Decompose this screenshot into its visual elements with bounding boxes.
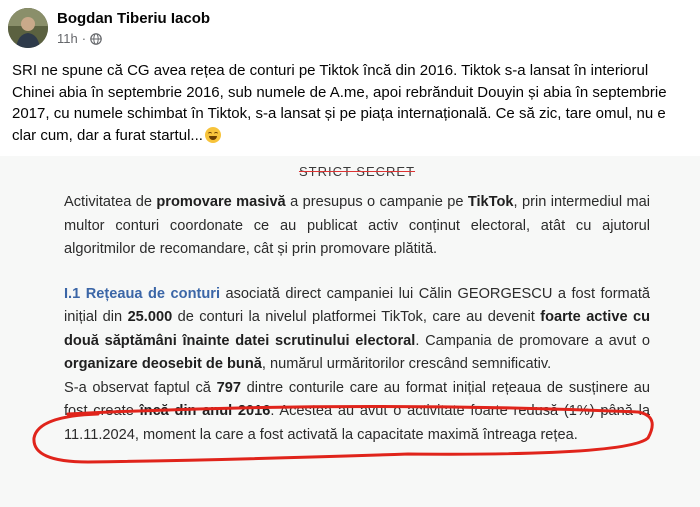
paragraph-promotion: Activitatea de promovare masivă a presupus o campanie pe TikTok, prin intermediul mai multor conturi coordonate ce au publicat activ conținut electoral, atât cu ajutorul algoritmilor de recomandare, cât și prin promovare plătită.: [64, 194, 651, 257]
author-name[interactable]: Bogdan Tiberiu Iacob: [57, 10, 211, 27]
document-content: [64, 156, 650, 447]
globe-icon[interactable]: [90, 33, 102, 45]
paragraph-2016-accounts: S-a observat faptul că 797 dintre conturile care au format inițial rețeaua de susținere au fost create încă din anul 2016. Acestea au avut o activitate foarte redusă (1%) până la 11.11.2024, moment la care a fost activată la capacitate maximă întreaga rețea.: [64, 379, 650, 443]
document-image: [0, 156, 700, 507]
post-body: SRI ne spune că CG avea rețea de conturi pe Tiktok încă din 2016. Tiktok s-a lansat în interiorul Chinei abia în septembrie 2016, sub numele de A.me, apoi rebrănduit Douyin și abia în septembrie 2017, cu numele schimbat în Tiktok, s-a lansat și pe piața internațională. Ce să zic, tare omul, nu e clar cum, dar a furat startul...: [12, 62, 667, 144]
paragraph-account-network: I.1 Rețeaua de conturi asociată direct campaniei lui Călin GEORGESCU a fost formată inițial din 25.000 de conturi la nivelul platformei TikTok, care au devenit foarte active cu două săptămâni înainte datei scrutinului electoral. Campania de promovare a avut o organizare deosebit de bună, numărul urmăritorilor crescând semnificativ.: [64, 285, 651, 372]
post-text: [12, 60, 692, 146]
post-meta: [57, 30, 210, 47]
post-time[interactable]: 11h: [57, 31, 78, 46]
post-header: [8, 4, 210, 52]
avatar-image: [8, 8, 48, 48]
laughing-face-emoji: [205, 127, 221, 143]
avatar[interactable]: [8, 8, 48, 48]
classification-label: STRICT SECRET: [298, 164, 416, 179]
section-heading: I.1 Rețeaua de conturi: [64, 285, 221, 302]
meta-separator: ·: [81, 31, 87, 46]
author-block: [57, 9, 210, 47]
